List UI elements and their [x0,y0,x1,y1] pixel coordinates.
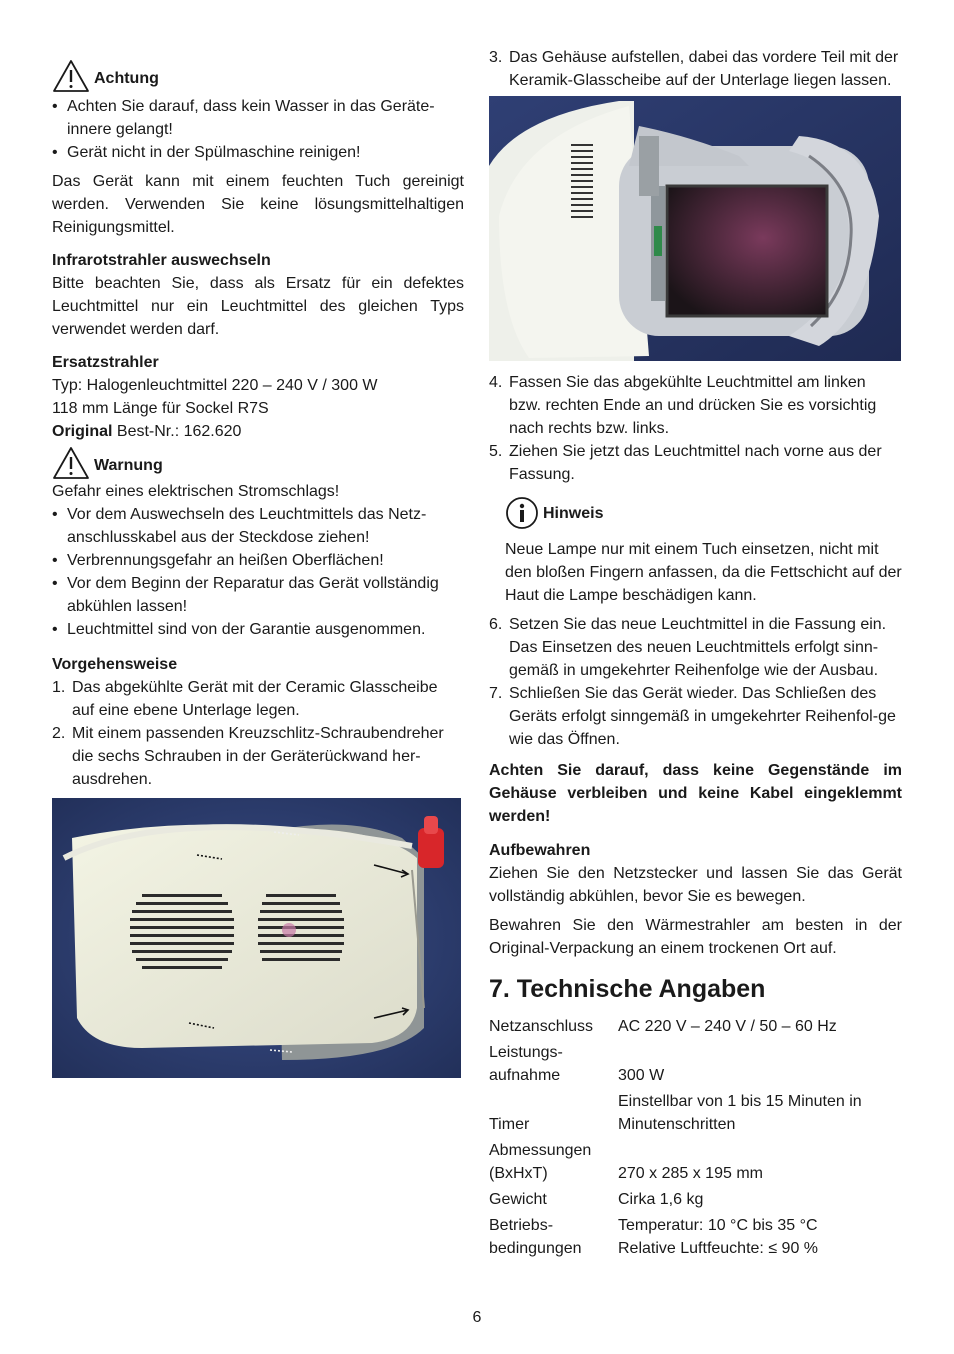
achtung-heading [52,58,464,94]
spec-value: Cirka 1,6 kg [618,1191,704,1208]
spec-label: Timer [489,1116,530,1133]
table-row [489,1012,902,1038]
warnung-heading [52,445,464,481]
hinweis-text: Neue Lampe nur mit einem Tuch einsetzen, nicht mit den bloßen Fingern anfassen, da die Fettschicht auf der Haut die Lampe beschädigen kann. [505,541,902,604]
warnung-title: Warnung [94,456,163,474]
spec-label: Abmessungen (BxHxT) [489,1142,592,1182]
table-row [489,1136,902,1185]
ersatz-original-line [52,420,464,443]
list-item: • Achten Sie darauf, dass kein Wasser in das Geräte-innere gelangt! [52,95,464,141]
original-label: Original [52,423,113,440]
vorgehen-steps [52,676,464,791]
aufbewahren-p1: Ziehen Sie den Netzstecker und lassen Sie das Gerät vollständig abkühlen, bevor Sie es bewegen. [489,865,902,905]
vorgehen-heading: Vorgehensweise [52,656,178,673]
table-row [489,1211,902,1260]
list-item: 1. Das abgekühlte Gerät mit der Ceramic Glasscheibe auf eine ebene Unterlage legen. [52,679,438,719]
achtung-bullets [52,95,464,164]
list-item: • Gerät nicht in der Spülmaschine reinigen! [52,141,464,164]
warnung-bullets [52,503,464,641]
table-row [489,1185,902,1211]
ersatz-length-line: 118 mm Länge für Sockel R7S [52,400,269,417]
spec-label: Betriebs- bedingungen [489,1217,582,1257]
table-row [489,1038,902,1087]
infrarot-heading: Infrarotstrahler auswechseln [52,252,271,269]
spec-value: 270 x 285 x 195 mm [618,1165,763,1182]
device-back-photo [52,798,461,1078]
original-value: Best-Nr.: 162.620 [112,423,242,440]
list-item: 4. Fassen Sie das abgekühlte Leuchtmittel am linken bzw. rechten Ende an und drücken Sie es vorsichtig nach rechts bzw. links. [489,374,877,437]
warning-triangle-icon [52,59,90,93]
spec-label: Gewicht [489,1191,547,1208]
spec-label: Leistungs- aufnahme [489,1044,563,1084]
open-housing-photo [489,96,901,361]
infrarot-paragraph: Bitte beachten Sie, dass als Ersatz für ein defektes Leuchtmittel nur ein Leuchtmittel des gleichen Typs verwendet werden darf. [52,275,464,338]
list-item: 6. Setzen Sie das neue Leuchtmittel in die Fassung ein. Das Einsetzen des neuen Leuchtmittels erfolgt sinn-gemäß in umgekehrter Reihenfolge wie der Ausbau. [489,616,887,679]
spec-label: Netzanschluss [489,1018,594,1035]
list-item: • Leuchtmittel sind von der Garantie ausgenommen. [52,618,464,641]
list-item: 3. Das Gehäuse aufstellen, dabei das vordere Teil mit der Keramik-Glasscheibe auf der Unterlage liegen lassen. [489,49,899,89]
section-title: 7. Technische Angaben [489,975,766,1003]
hinweis-title: Hinweis [543,504,604,522]
list-item: 7. Schließen Sie das Gerät wieder. Das Schließen des Geräts erfolgt sinngemäß in umgekehrter Reihenfol-ge wie das Öffnen. [489,685,896,748]
ersatz-type-line: Typ: Halogenleuchtmittel 220 – 240 V / 300 W [52,377,378,394]
list-item: • Verbrennungsgefahr an heißen Oberflächen! [52,549,464,572]
table-row [489,1087,902,1136]
page-number: 6 [472,1309,482,1326]
ersatz-heading: Ersatzstrahler [52,354,159,371]
list-item: • Vor dem Auswechseln des Leuchtmittels das Netz-anschlusskabel aus der Steckdose ziehen! [52,503,464,549]
left-column [52,58,464,1078]
list-item: 5. Ziehen Sie jetzt das Leuchtmittel nach vorne aus der Fassung. [489,443,882,483]
aufbewahren-heading: Aufbewahren [489,842,591,859]
spec-value: 300 W [618,1067,665,1084]
info-icon [505,496,539,530]
bold-note: Achten Sie darauf, dass keine Gegenstände im Gehäuse verbleiben und keine Kabel eingeklemmt werden! [489,762,902,825]
hinweis-heading [505,495,902,531]
achtung-title: Achtung [94,69,159,87]
right-column [489,46,902,1260]
spec-table [489,1012,902,1260]
list-item: • Vor dem Beginn der Reparatur das Gerät vollständig abkühlen lassen! [52,572,464,618]
cleaning-paragraph: Das Gerät kann mit einem feuchten Tuch gereinigt werden. Verwenden Sie keine lösungsmittelhaltigen Reinigungsmittel. [52,173,464,236]
step-3 [489,46,902,92]
warnung-intro: Gefahr eines elektrischen Stromschlags! [52,483,340,500]
list-item: 2. Mit einem passenden Kreuzschlitz-Schraubendreher die sechs Schrauben in der Geräterückwand her-ausdrehen. [52,725,444,788]
aufbewahren-p2: Bewahren Sie den Wärmestrahler am besten in der Original-Verpackung an einem trockenen Ort auf. [489,917,902,957]
warning-triangle-icon [52,446,90,480]
steps-6-7 [489,613,902,751]
spec-value: Temperatur: 10 °C bis 35 °C Relative Luftfeuchte: ≤ 90 % [618,1217,819,1257]
steps-4-5 [489,371,902,486]
spec-value: Einstellbar von 1 bis 15 Minuten in Minutenschritten [618,1093,862,1133]
spec-value: AC 220 V – 240 V / 50 – 60 Hz [618,1018,837,1035]
